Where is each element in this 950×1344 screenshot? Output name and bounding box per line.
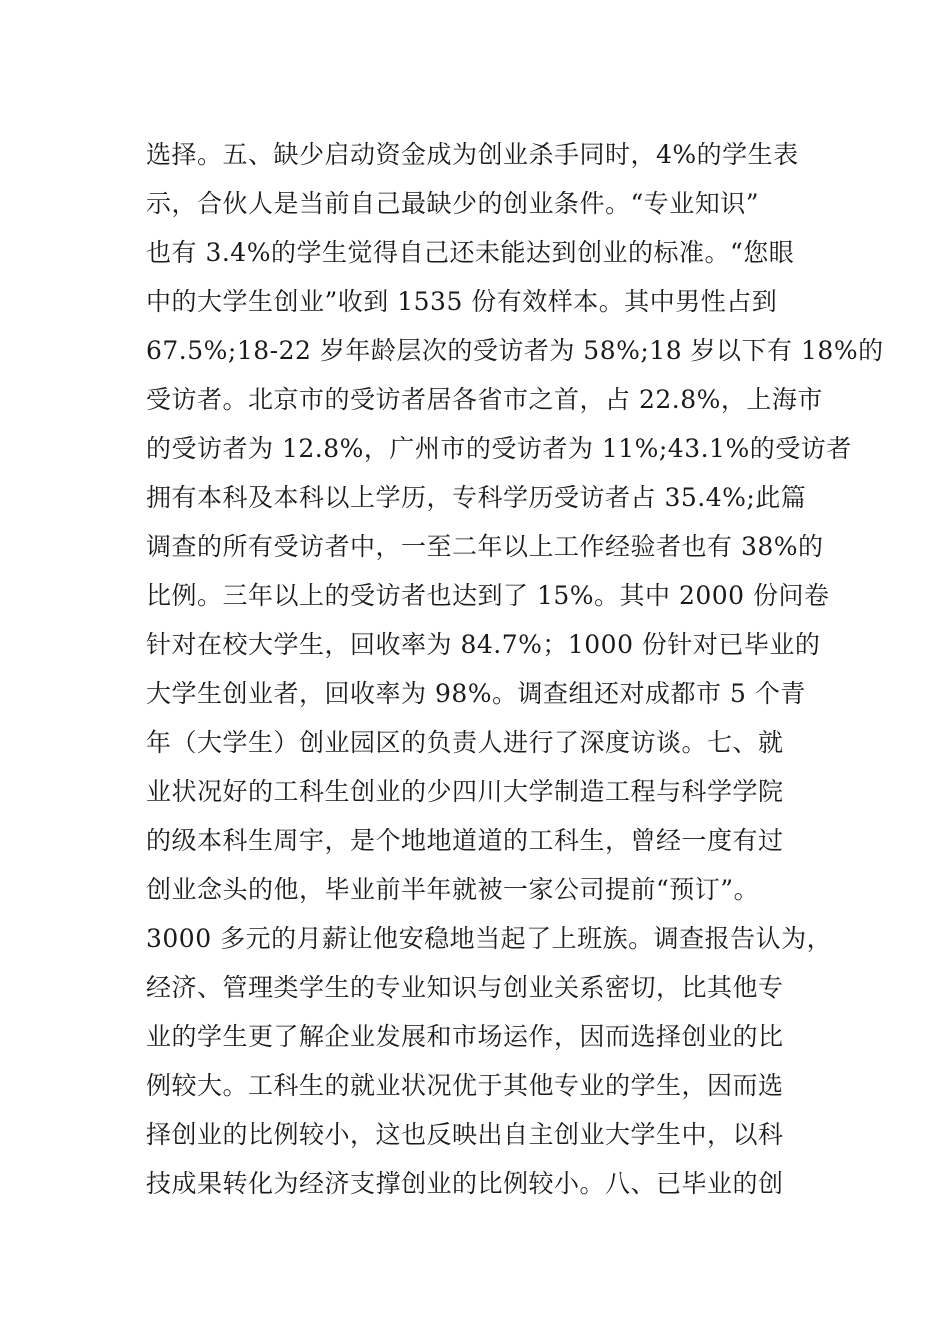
text-line: 拥有本科及本科以上学历，专科学历受访者占 35.4%;此篇 [146, 483, 807, 512]
text-line: 中的大学生创业”收到 1535 份有效样本。其中男性占到 [146, 287, 778, 316]
text-line: 选择。五、缺少启动资金成为创业杀手同时，4%的学生表 [146, 140, 799, 169]
text-line: 业的学生更了解企业发展和市场运作，因而选择创业的比 [146, 1022, 784, 1051]
text-line: 年（大学生）创业园区的负责人进行了深度访谈。七、就 [146, 728, 784, 757]
text-line: 调查的所有受访者中，一至二年以上工作经验者也有 38%的 [146, 532, 824, 561]
text-line: 受访者。北京市的受访者居各省市之首，占 22.8%，上海市 [146, 385, 823, 414]
text-line: 67.5%;18-22 岁年龄层次的受访者为 58%;18 岁以下有 18%的 [146, 336, 884, 365]
text-line: 针对在校大学生，回收率为 84.7%；1000 份针对已毕业的 [146, 630, 821, 659]
text-line: 比例。三年以上的受访者也达到了 15%。其中 2000 份问卷 [146, 581, 830, 610]
text-line: 的受访者为 12.8%，广州市的受访者为 11%;43.1%的受访者 [146, 434, 852, 463]
text-line: 也有 3.4%的学生觉得自己还未能达到创业的标准。“您眼 [146, 238, 795, 267]
text-line: 技成果转化为经济支撑创业的比例较小。八、已毕业的创 [146, 1169, 784, 1198]
text-line: 的级本科生周宇，是个地地道道的工科生，曾经一度有过 [146, 826, 784, 855]
text-line: 择创业的比例较小，这也反映出自主创业大学生中，以科 [146, 1120, 784, 1149]
text-line: 创业念头的他，毕业前半年就被一家公司提前“预订”。 [146, 875, 760, 904]
text-line: 3000 多元的月薪让他安稳地当起了上班族。调查报告认为， [146, 924, 833, 953]
text-line: 例较大。工科生的就业状况优于其他专业的学生，因而选 [146, 1071, 784, 1100]
text-line: 业状况好的工科生创业的少四川大学制造工程与科学学院 [146, 777, 784, 806]
text-line: 大学生创业者，回收率为 98%。调查组还对成都市 5 个青 [146, 679, 806, 708]
text-line: 经济、管理类学生的专业知识与创业关系密切，比其他专 [146, 973, 784, 1002]
body-text [146, 130, 884, 1208]
text-line: 示，合伙人是当前自己最缺少的创业条件。“专业知识” [146, 189, 760, 218]
